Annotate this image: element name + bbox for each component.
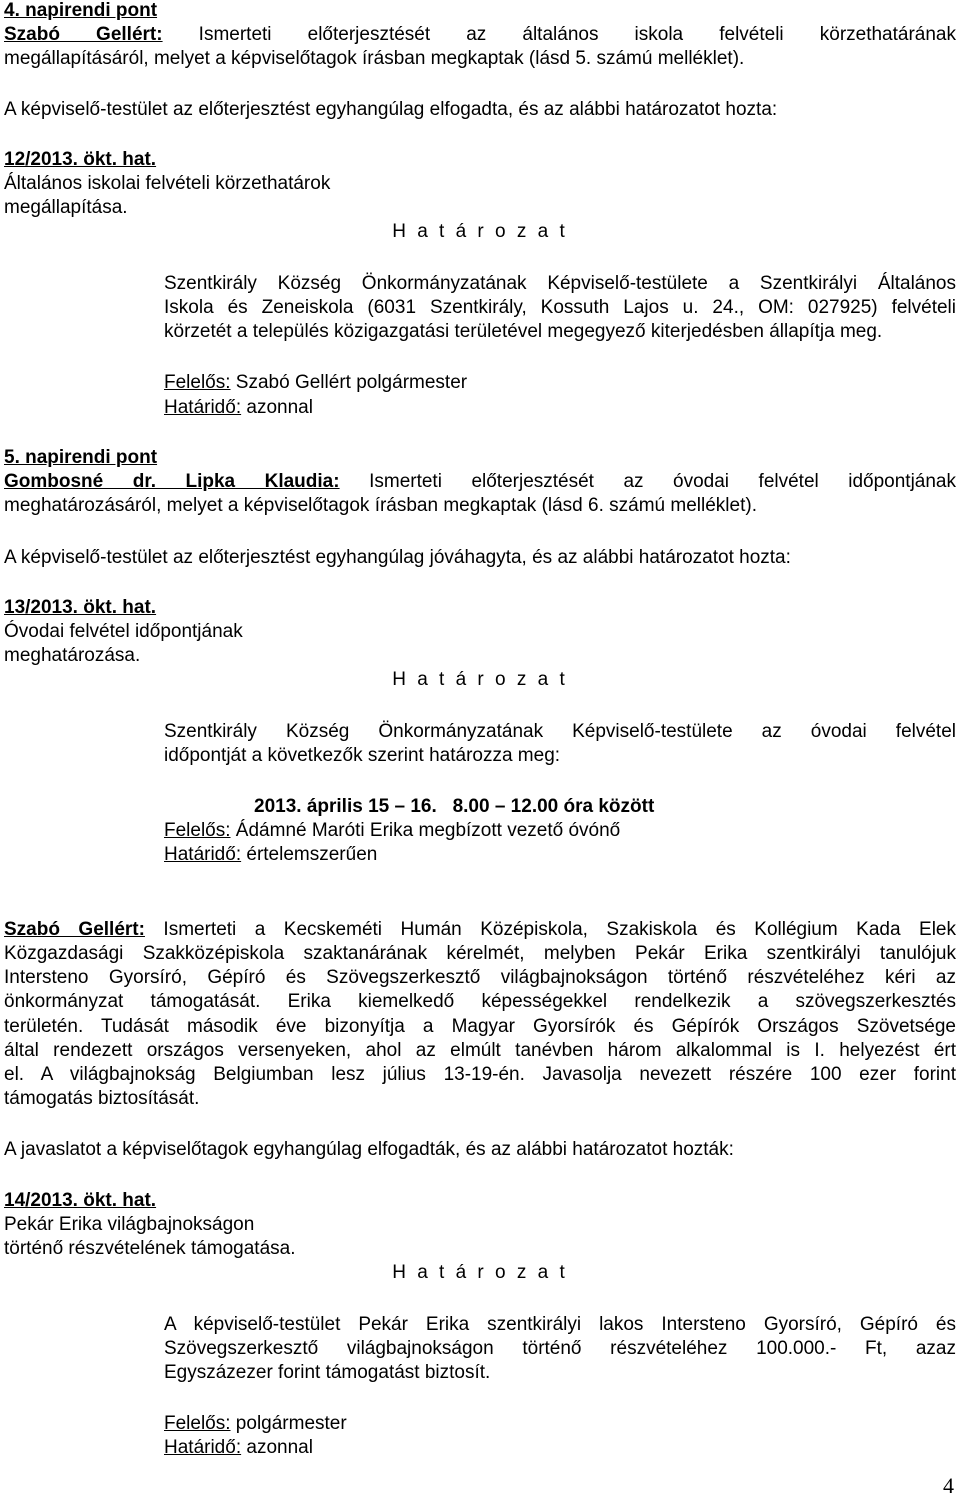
deadline-value: azonnal: [241, 397, 313, 418]
speaker-name: Szabó Gellért:: [4, 24, 163, 45]
responsible-label: Felelős:: [164, 1413, 231, 1434]
resolution-title: Óvodai felvétel időpontjának: [4, 621, 243, 642]
paragraph-line: el. A világbajnokság Belgiumban lesz július 13-19-én. Javasolja nevezett részére 100 ezer forint: [4, 1064, 956, 1085]
resolution-body: Szentkirály Község Önkormányzatának Képviselő-testülete az óvodai felvétel: [164, 721, 956, 742]
resolution-number: 13/2013. ökt. hat.: [4, 597, 157, 618]
hatarozat-heading: H a t á r o z a t: [392, 669, 568, 690]
section-heading: 5. napirendi pont: [4, 447, 158, 468]
responsible-label: Felelős:: [164, 372, 231, 393]
page-number: 4: [943, 1473, 954, 1498]
hatarozat-heading: H a t á r o z a t: [392, 1262, 568, 1283]
deadline-label: Határidő:: [164, 397, 242, 418]
resolution-title: Pekár Erika világbajnokságon: [4, 1214, 255, 1235]
resolution-title: meghatározása.: [4, 645, 141, 666]
paragraph-line: [4, 918, 956, 942]
section-heading: 4. napirendi pont: [4, 0, 158, 21]
vote-text: A képviselő-testület az előterjesztést egyhangúlag elfogadta, és az alábbi határozatot hozta:: [4, 99, 778, 120]
deadline-line: [164, 396, 956, 420]
deadline-line: [164, 1436, 956, 1460]
intro-line: [4, 23, 956, 47]
resolution-body: Egyszázezer forint támogatást biztosít.: [164, 1362, 491, 1383]
responsible-value: Ádámné Maróti Erika megbízott vezető óvónő: [230, 820, 621, 841]
date-line: 2013. április 15 – 16. 8.00 – 12.00 óra között: [254, 796, 655, 817]
paragraph-line: területén. Tudását második éve bizonyítja a Magyar Gyorsírók és Gépírók Országos Szövetsége: [4, 1016, 956, 1037]
paragraph-line: Intersteno Gyorsíró, Gépíró és Szövegszerkesztő világbajnokságon történő részvételéhez kéri az: [4, 967, 956, 988]
resolution-title: megállapítása.: [4, 197, 128, 218]
intro-text: Ismerteti előterjesztését az óvodai felvétel időpontjának: [339, 471, 957, 492]
resolution-body: Szövegszerkesztő világbajnokságon történő részvételéhez 100.000.- Ft, azaz: [164, 1338, 956, 1359]
intro-text: Ismerteti előterjesztését az általános iskola felvételi körzethatárának: [162, 24, 956, 45]
hatarozat-heading: H a t á r o z a t: [392, 221, 568, 242]
paragraph-line: támogatás biztosítását.: [4, 1088, 200, 1109]
deadline-value: értelemszerűen: [241, 844, 378, 865]
resolution-body: Iskola és Zeneiskola (6031 Szentkirály, Kossuth Lajos u. 24., OM: 027925) felvételi: [164, 297, 956, 318]
deadline-label: Határidő:: [164, 844, 242, 865]
resolution-body: A képviselő-testület Pekár Erika szentkirályi lakos Intersteno Gyorsíró, Gépíró és: [164, 1314, 956, 1335]
paragraph-text: Ismerteti a Kecskeméti Humán Középiskola, Szakiskola és Kollégium Kada Elek: [144, 919, 956, 940]
intro-line: megállapításáról, melyet a képviselőtagok írásban megkaptak (lásd 5. számú melléklet).: [4, 48, 745, 69]
resolution-title: Általános iskolai felvételi körzethatárok: [4, 173, 331, 194]
responsible-value: Szabó Gellért polgármester: [230, 372, 468, 393]
responsible-line: [164, 819, 956, 843]
responsible-line: [164, 1412, 956, 1436]
responsible-value: polgármester: [230, 1413, 347, 1434]
resolution-body: időpontját a következők szerint határozza meg:: [164, 745, 561, 766]
speaker-name: Gombosné dr. Lipka Klaudia:: [4, 471, 340, 492]
deadline-label: Határidő:: [164, 1437, 242, 1458]
resolution-body: Szentkirály Község Önkormányzatának Képviselő-testülete a Szentkirályi Általános: [164, 273, 956, 294]
responsible-line: [164, 371, 956, 395]
speaker-name: Szabó Gellért:: [4, 919, 145, 940]
paragraph-line: által rendezett országos versenyeken, ahol az elmúlt tanévben három alkalommal is I. helyezést ért: [4, 1040, 956, 1061]
resolution-number: 12/2013. ökt. hat.: [4, 149, 157, 170]
deadline-line: [164, 843, 956, 867]
resolution-number: 14/2013. ökt. hat.: [4, 1190, 157, 1211]
paragraph-line: Közgazdasági Szakközépiskola szaktanárának kérelmét, melyben Pekár Erika szentkirályi tanulójuk: [4, 943, 956, 964]
resolution-title: történő részvételének támogatása.: [4, 1238, 296, 1259]
intro-line: meghatározásáról, melyet a képviselőtagok írásban megkaptak (lásd 6. számú melléklet).: [4, 495, 757, 516]
vote-text: A javaslatot a képviselőtagok egyhangúlag elfogadták, és az alábbi határozatot hozták:: [4, 1139, 734, 1160]
paragraph-line: önkormányzat támogatását. Erika kiemelkedő képességekkel rendelkezik a szövegszerkesztés: [4, 991, 956, 1012]
resolution-body: körzetét a település közigazgatási területével megegyező kiterjedésben állapítja meg.: [164, 321, 883, 342]
responsible-label: Felelős:: [164, 820, 231, 841]
vote-text: A képviselő-testület az előterjesztést egyhangúlag jóváhagyta, és az alábbi határozatot hozta:: [4, 547, 791, 568]
intro-line: [4, 470, 956, 494]
deadline-value: azonnal: [241, 1437, 313, 1458]
